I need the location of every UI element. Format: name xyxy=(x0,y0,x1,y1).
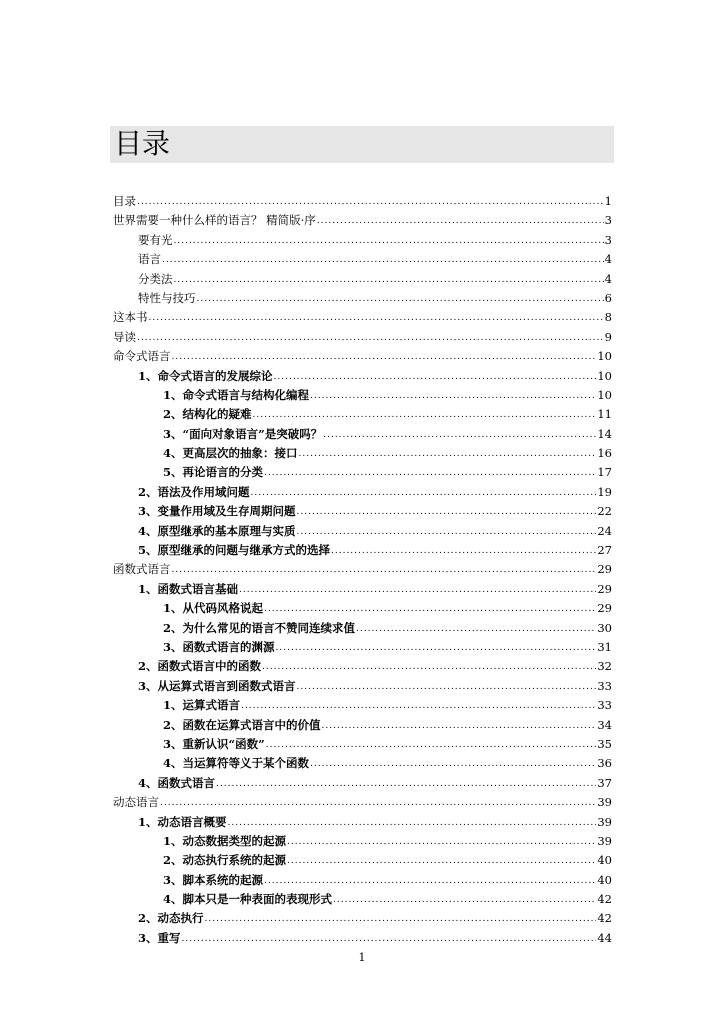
toc-entry-page: 33 xyxy=(597,698,612,713)
toc-dot-leader xyxy=(149,309,604,328)
toc-entry[interactable] xyxy=(113,580,612,599)
toc-dot-leader xyxy=(299,445,597,464)
toc-entry[interactable] xyxy=(113,832,612,851)
toc-entry-page: 24 xyxy=(597,523,612,538)
toc-entry-page: 37 xyxy=(597,775,612,790)
toc-dot-leader xyxy=(137,193,604,212)
toc-entry-page: 10 xyxy=(597,387,612,402)
toc-entry[interactable] xyxy=(113,522,612,541)
toc-entry-label: 2、函数在运算式语言中的价值 xyxy=(163,717,321,732)
toc-entry-page: 19 xyxy=(597,484,612,499)
toc-entry[interactable] xyxy=(113,231,612,250)
toc-dot-leader xyxy=(287,833,596,852)
toc-entry-label: 1、命令式语言的发展综论 xyxy=(138,368,273,383)
toc-entry[interactable] xyxy=(113,541,612,560)
toc-dot-leader xyxy=(310,387,596,406)
toc-dot-leader xyxy=(333,891,596,910)
toc-dot-leader xyxy=(262,658,596,677)
toc-entry-label: 要有光 xyxy=(138,232,173,247)
toc-entry-page: 40 xyxy=(597,872,612,887)
toc-entry-label: 1、函数式语言基础 xyxy=(138,581,239,596)
toc-entry-label: 4、函数式语言 xyxy=(138,775,216,790)
toc-dot-leader xyxy=(297,678,597,697)
toc-entry-label: 1、运算式语言 xyxy=(163,698,241,713)
page-number: 1 xyxy=(358,951,366,964)
toc-dot-leader xyxy=(264,872,596,891)
toc-entry-page: 1 xyxy=(604,194,612,208)
toc-entry[interactable] xyxy=(113,638,612,657)
toc-entry-page: 17 xyxy=(597,465,612,480)
toc-entry[interactable] xyxy=(113,813,612,832)
toc-entry-page: 32 xyxy=(597,659,612,674)
toc-entry-label: 3、重新认识“函数” xyxy=(163,736,265,751)
toc-entry[interactable] xyxy=(113,463,612,482)
toc-entry-page: 44 xyxy=(597,930,612,945)
toc-entry-label: 2、结构化的疑难 xyxy=(163,407,252,422)
toc-entry-label: 命令式语言 xyxy=(113,349,171,364)
toc-dot-leader xyxy=(297,503,597,522)
toc-dot-leader xyxy=(274,368,597,387)
toc-entry[interactable] xyxy=(113,929,612,948)
toc-entry-page: 3 xyxy=(604,232,612,247)
toc-entry-page: 11 xyxy=(597,407,612,422)
toc-entry-page: 10 xyxy=(597,349,612,364)
toc-dot-leader xyxy=(239,581,596,600)
toc-entry[interactable] xyxy=(113,289,612,308)
toc-entry[interactable] xyxy=(113,793,612,812)
toc-entry[interactable] xyxy=(113,425,612,444)
toc-entry[interactable] xyxy=(113,386,612,405)
toc-entry[interactable] xyxy=(113,483,612,502)
toc-entry[interactable] xyxy=(113,405,612,424)
toc-entry-label: 特性与技巧 xyxy=(138,290,196,305)
title-bar xyxy=(110,126,614,163)
toc-entry[interactable] xyxy=(113,735,612,754)
toc-entry[interactable] xyxy=(113,444,612,463)
toc-entry[interactable] xyxy=(113,250,612,269)
toc-entry[interactable] xyxy=(113,270,612,289)
toc-entry-label: 1、动态数据类型的起源 xyxy=(163,833,287,848)
toc-entry-page: 4 xyxy=(604,271,612,286)
toc-dot-leader xyxy=(322,717,597,736)
toc-entry-page: 3 xyxy=(604,213,612,228)
toc-entry-label: 目录 xyxy=(113,194,136,208)
toc-dot-leader xyxy=(266,736,597,755)
toc-entry-label: 2、语法及作用域问题 xyxy=(138,484,250,499)
toc-entry[interactable] xyxy=(113,890,612,909)
toc-entry-page: 40 xyxy=(597,853,612,868)
toc-entry[interactable] xyxy=(113,347,612,366)
toc-entry[interactable] xyxy=(113,599,612,618)
toc-entry[interactable] xyxy=(113,871,612,890)
toc-entry-page: 42 xyxy=(597,911,612,926)
toc-dot-leader xyxy=(197,290,604,309)
toc-entry-page: 8 xyxy=(604,310,612,325)
toc-entry-page: 39 xyxy=(597,833,612,848)
toc-entry-label: 1、动态语言概要 xyxy=(138,814,227,829)
toc-entry-label: 3、函数式语言的渊源 xyxy=(163,639,275,654)
toc-entry-page: 22 xyxy=(597,504,612,519)
toc-entry-page: 10 xyxy=(597,368,612,383)
page-title: 目录 xyxy=(114,127,171,160)
toc-entry-page: 39 xyxy=(597,795,612,810)
toc-entry-page: 6 xyxy=(604,290,612,305)
toc-dot-leader xyxy=(241,697,596,716)
toc-entry-label: 3、变量作用域及生存周期问题 xyxy=(138,504,296,519)
toc-entry-label: 4、当运算符等义于某个函数 xyxy=(163,756,310,771)
toc-dot-leader xyxy=(172,348,597,367)
toc-entry[interactable] xyxy=(113,909,612,928)
toc-dot-leader xyxy=(174,232,604,251)
toc-entry-page: 27 xyxy=(597,543,612,558)
toc-dot-leader xyxy=(216,775,596,794)
toc-dot-leader xyxy=(228,814,597,833)
toc-entry[interactable] xyxy=(113,560,612,579)
toc-entry-page: 16 xyxy=(597,446,612,461)
toc-entry[interactable] xyxy=(113,367,612,386)
toc-entry-page: 29 xyxy=(597,562,612,577)
toc-entry-label: 这本书 xyxy=(113,310,148,325)
toc-dot-leader xyxy=(137,329,604,348)
toc-entry-label: 4、原型继承的基本原理与实质 xyxy=(138,523,296,538)
toc-entry-page: 31 xyxy=(597,639,612,654)
toc-dot-leader xyxy=(182,930,597,949)
toc-entry-page: 29 xyxy=(597,581,612,596)
toc-dot-leader xyxy=(174,271,604,290)
toc-entry-label: 3、“面向对象语言”是突破吗？ xyxy=(163,426,323,441)
toc-entry-label: 动态语言 xyxy=(113,795,159,810)
toc-entry-label: 3、脚本系统的起源 xyxy=(163,872,264,887)
toc-entry-label: 语言 xyxy=(138,252,161,267)
toc-dot-leader xyxy=(264,600,596,619)
toc-dot-leader xyxy=(172,561,597,580)
toc-entry[interactable] xyxy=(113,192,612,211)
toc-entry-label: 3、重写 xyxy=(138,930,181,945)
toc-entry[interactable] xyxy=(113,657,612,676)
toc-dot-leader xyxy=(356,620,596,639)
toc-dot-leader xyxy=(160,794,596,813)
toc-entry[interactable] xyxy=(113,677,612,696)
toc-entry[interactable] xyxy=(113,211,612,230)
toc-dot-leader xyxy=(323,426,596,445)
toc-entry-page: 33 xyxy=(597,678,612,693)
toc-entry[interactable] xyxy=(113,851,612,870)
toc-dot-leader xyxy=(310,755,596,774)
table-of-contents xyxy=(113,192,612,948)
toc-entry-page: 14 xyxy=(597,426,612,441)
toc-entry[interactable] xyxy=(113,774,612,793)
toc-dot-leader xyxy=(251,484,597,503)
toc-entry-label: 2、函数式语言中的函数 xyxy=(138,659,262,674)
toc-entry-label: 1、从代码风格说起 xyxy=(163,601,264,616)
toc-entry-page: 34 xyxy=(597,717,612,732)
toc-dot-leader xyxy=(297,523,597,542)
toc-entry-label: 1、命令式语言与结构化编程 xyxy=(163,387,310,402)
toc-dot-leader xyxy=(162,251,604,270)
toc-entry-label: 分类法 xyxy=(138,271,173,286)
toc-dot-leader xyxy=(253,406,597,425)
toc-entry-label: 2、动态执行系统的起源 xyxy=(163,853,287,868)
toc-entry-label: 4、脚本只是一种表面的表现形式 xyxy=(163,892,332,907)
toc-dot-leader xyxy=(317,212,604,231)
toc-entry[interactable] xyxy=(113,619,612,638)
toc-entry[interactable] xyxy=(113,328,612,347)
toc-entry-page: 9 xyxy=(604,329,612,344)
toc-entry-label: 世界需要一种什么样的语言？ 精简版·序 xyxy=(113,213,316,228)
toc-entry-label: 4、更高层次的抽象：接口 xyxy=(163,446,298,461)
toc-entry-page: 29 xyxy=(597,601,612,616)
toc-entry[interactable] xyxy=(113,502,612,521)
toc-entry-label: 函数式语言 xyxy=(113,562,171,577)
toc-entry-label: 导读 xyxy=(113,329,136,344)
toc-entry[interactable] xyxy=(113,696,612,715)
toc-entry-page: 39 xyxy=(597,814,612,829)
toc-entry-label: 2、为什么常见的语言不赞同连续求值 xyxy=(163,620,355,635)
toc-dot-leader xyxy=(287,852,596,871)
toc-entry-page: 35 xyxy=(597,736,612,751)
toc-entry-page: 42 xyxy=(597,892,612,907)
toc-dot-leader xyxy=(264,464,596,483)
toc-entry-label: 5、再论语言的分类 xyxy=(163,465,264,480)
toc-entry[interactable] xyxy=(113,716,612,735)
toc-entry-label: 3、从运算式语言到函数式语言 xyxy=(138,678,296,693)
toc-entry[interactable] xyxy=(113,754,612,773)
toc-dot-leader xyxy=(276,639,597,658)
toc-entry-page: 36 xyxy=(597,756,612,771)
toc-entry-page: 4 xyxy=(604,252,612,267)
toc-dot-leader xyxy=(205,910,597,929)
toc-dot-leader xyxy=(331,542,596,561)
toc-entry-label: 2、动态执行 xyxy=(138,911,204,926)
toc-entry[interactable] xyxy=(113,308,612,327)
toc-entry-label: 5、原型继承的问题与继承方式的选择 xyxy=(138,543,330,558)
toc-entry-page: 30 xyxy=(597,620,612,635)
